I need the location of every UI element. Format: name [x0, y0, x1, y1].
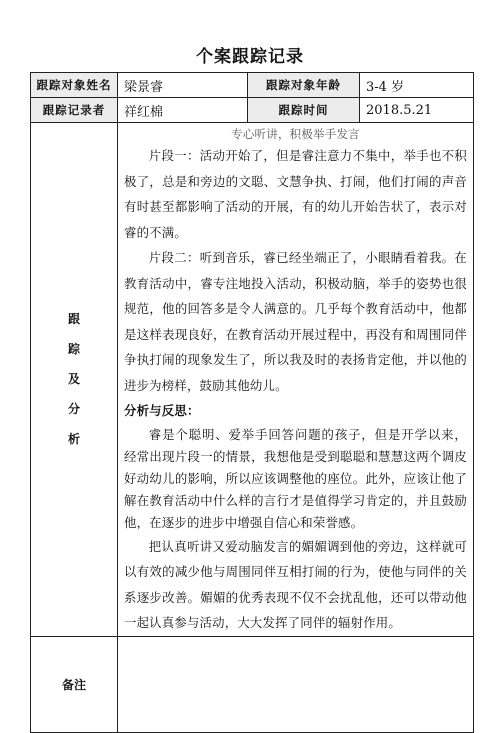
- side-char: 析: [67, 432, 80, 447]
- record-time-value: 2018.5.21: [360, 98, 474, 123]
- label-record-time: 跟踪时间: [248, 98, 360, 123]
- label-subject-age: 跟踪对象年龄: [248, 73, 360, 98]
- label-recorder: 跟踪记录者: [31, 98, 118, 123]
- tracking-content: [118, 123, 474, 637]
- side-char: 分: [67, 402, 80, 417]
- label-subject-name: 跟踪对象姓名: [31, 73, 118, 98]
- remark-value: [118, 636, 474, 732]
- paragraph-episode-two: 片段二：听到音乐，睿已经坐端正了，小眼睛看着我。在教育活动中，睿专注地投入活动，积极动脑，举手的姿势也很规范，他的回答多是令人满意的。几乎每个教育活动中，他都是这样表现良好，在教育活动开展过程中，再没有和周围同伴争执打闹的现象发生了，所以我及时的表扬肯定他，并以他的进步为榜样，鼓励其他幼儿。: [124, 250, 467, 393]
- side-label: [31, 123, 118, 637]
- content-subtitle: 专心听讲，积极举手发言: [231, 127, 360, 141]
- record-table: [30, 72, 474, 733]
- paragraph-analysis: 睿是个聪明、爱举手回答问题的孩子，但是开学以来， 经常出现片段一的情景，我想他是受到聪聪和慧慧这两个调皮好动幼儿的影响，所以应该调整他的座位。此外，应该让他了解在教育活动中什么样的言行才是值得学习肯定的，并且鼓励他，在逐步的进步中增强自信心和荣誉感。: [124, 426, 467, 530]
- paragraph-episode-one: 片段一：活动开始了，但是睿注意力不集中，举手也不积极了，总是和旁边的文聪、文慧争执、打闹，他们打闹的声音有时甚至都影响了活动的开展，有的幼儿开始告状了，表示对睿的不满。: [124, 148, 467, 240]
- paragraph-reflection: 把认真听讲又爱动脑发言的媚媚调到他的旁边，这样就可以有效的减少他与周围同伴互相打闹的行为，使他与同伴的关系逐步改善。媚媚的优秀表现不仅不会扰乱他，还可以带动他一起认真参与活动，大大发挥了同伴的辐射作用。: [124, 538, 467, 630]
- side-char: 踪: [67, 342, 80, 357]
- analysis-heading: 分析与反思：: [124, 403, 200, 418]
- label-remark: 备注: [31, 636, 118, 732]
- recorder-value: 祥红棉: [118, 98, 248, 123]
- side-char: 及: [67, 372, 80, 387]
- page-title: 个案跟踪记录: [196, 47, 304, 67]
- subject-name-value: 梁景睿: [118, 73, 248, 98]
- subject-age-value: 3-4 岁: [360, 73, 474, 98]
- side-char: 跟: [67, 312, 80, 327]
